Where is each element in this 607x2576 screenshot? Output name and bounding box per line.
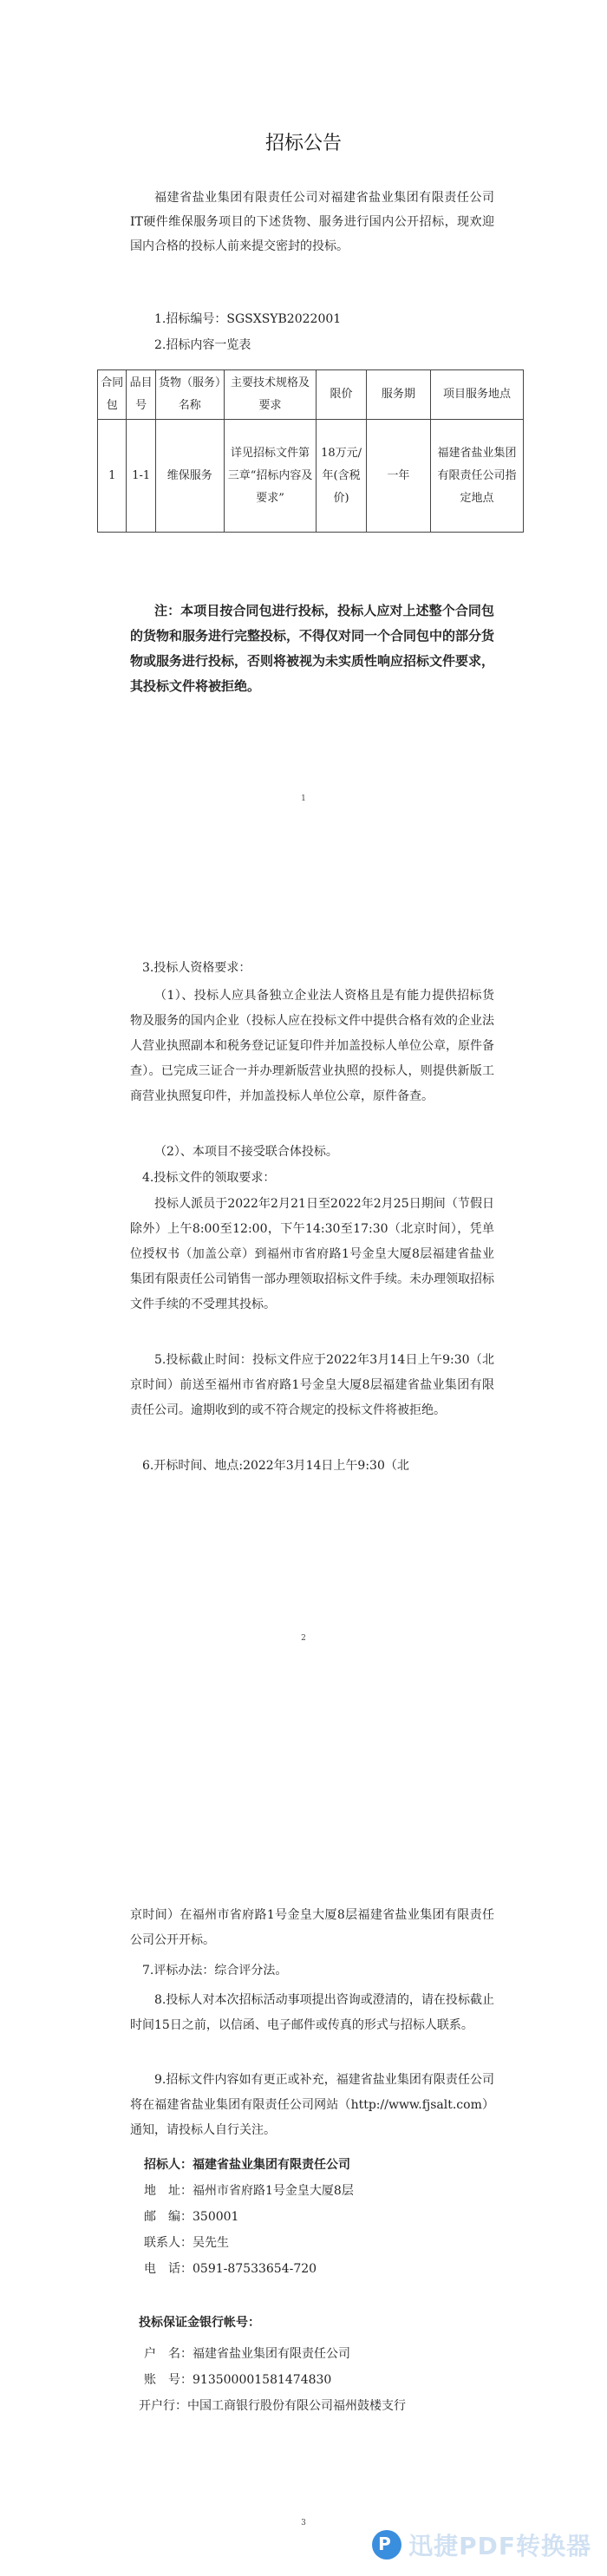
account-number-value: 913500001581474830 <box>193 2373 332 2387</box>
table-cell: 维保服务 <box>155 420 224 533</box>
table-header-cell: 品目号 <box>127 370 155 420</box>
item-6-paragraph: 6.开标时间、地点:2022年3月14日上午9:30（北 <box>142 1459 409 1473</box>
address-line <box>144 2179 508 2203</box>
bank-value: 中国工商银行股份有限公司福州鼓楼支行 <box>187 2399 406 2413</box>
postcode-line <box>144 2205 508 2229</box>
note-paragraph: 注：本项目按合同包进行投标，投标人应对上述整个合同包的货物和服务进行完整投标，不得仅对同一个合同包中的部分货物或服务进行投标，否则将被视为未实质性响应招标文件要求，其投标文件将被拒绝。 <box>130 603 495 694</box>
table-cell: 一年 <box>366 420 430 533</box>
table-header-cell: 主要技术规格及要求 <box>224 370 317 420</box>
table-header-cell: 货物（服务）名称 <box>155 370 224 420</box>
phone-value: 0591-87533654-720 <box>193 2262 317 2276</box>
item-6-continuation: 京时间）在福州市省府路1号金皇大厦8层福建省盐业集团有限责任公司公开开标。 <box>130 1908 494 1947</box>
page-number: 2 <box>301 1634 306 1643</box>
converter-watermark <box>372 2524 591 2566</box>
table-header-cell: 服务期 <box>366 370 430 420</box>
item-8-paragraph: 8.投标人对本次招标活动事项提出咨询或澄清的，请在投标截止时间15日之前，以信函、电子邮件或传真的形式与招标人联系。 <box>130 1993 494 2032</box>
table-row <box>98 420 524 533</box>
table-header-cell: 合同包 <box>98 370 127 420</box>
item-3-2-paragraph: （2）、本项目不接受联合体投标。 <box>154 1145 338 1159</box>
tenderer-line <box>144 2153 508 2177</box>
tenderer-value: 福建省盐业集团有限责任公司 <box>193 2158 350 2172</box>
address-value: 福州市省府路1号金皇大厦8层 <box>193 2184 354 2198</box>
bank-line <box>139 2394 503 2418</box>
table-header-cell: 项目服务地点 <box>431 370 524 420</box>
table-cell: 福建省盐业集团有限责任公司指定地点 <box>431 420 524 533</box>
page-title: 招标公告 <box>264 133 342 154</box>
item-1-bid-number: 1.招标编号：SGSXSYB2022001 <box>154 312 342 326</box>
table-cell: 1-1 <box>127 420 155 533</box>
watermark-text: 迅捷PDF转换器 <box>408 2532 591 2560</box>
table-cell: 18万元/年(含税价) <box>317 420 366 533</box>
contact-line <box>144 2231 508 2255</box>
account-name-line <box>144 2342 508 2366</box>
bid-content-table <box>97 369 524 533</box>
item-4-heading: 4.投标文件的领取要求： <box>142 1171 276 1185</box>
table-header-cell: 限价 <box>317 370 366 420</box>
tenderer-label: 招标人： <box>144 2158 193 2172</box>
item-3-1-paragraph: （1）、投标人应具备独立企业法人资格且是有能力提供招标货物及服务的国内企业（投标人应在投标文件中提供合格有效的企业法人营业执照副本和税务登记证复印件并加盖投标人单位公章，原件备查）。已完成三证合一并办理新版营业执照的投标人，则提供新版工商营业执照复印件，并加盖投标人单位公章，原件备查。 <box>130 989 494 1103</box>
account-name-label: 户 名： <box>144 2347 193 2361</box>
bank-heading: 投标保证金银行帐号： <box>139 2316 260 2330</box>
item-3-qualification-heading: 3.投标人资格要求： <box>142 961 251 975</box>
pdf-converter-logo-icon: P <box>372 2530 401 2560</box>
phone-label: 电 话： <box>144 2262 193 2276</box>
table-cell: 1 <box>98 420 127 533</box>
item-5-paragraph: 5.投标截止时间：投标文件应于2022年3月14日上午9:30（北京时间）前送至福州市省府路1号金皇大厦8层福建省盐业集团有限责任公司。逾期收到的或不符合规定的投标文件将被拒绝。 <box>130 1353 494 1417</box>
intro-paragraph: 福建省盐业集团有限责任公司对福建省盐业集团有限责任公司IT硬件维保服务项目的下述货物、服务进行国内公开招标，现欢迎国内合格的投标人前来提交密封的投标。 <box>130 191 494 253</box>
item-4-paragraph: 投标人派员于2022年2月21日至2022年2月25日期间（节假日除外）上午8:00至12:00，下午14:30至17:30（北京时间），凭单位授权书（加盖公章）到福州市省府路1号金皇大厦8层福建省盐业集团有限责任公司销售一部办理领取招标文件手续。未办理领取招标文件手续的不受理其投标。 <box>130 1197 494 1311</box>
address-label: 地 址： <box>144 2184 193 2198</box>
item-9-paragraph: 9.招标文件内容如有更正或补充，福建省盐业集团有限责任公司将在福建省盐业集团有限责任公司网站（http://www.fjsalt.com）通知，请投标人自行关注。 <box>130 2073 494 2137</box>
table-cell: 详见招标文件第三章“招标内容及要求” <box>224 420 317 533</box>
bank-label: 开户行： <box>139 2399 187 2413</box>
postcode-value: 350001 <box>193 2210 239 2224</box>
contact-label: 联系人： <box>144 2236 193 2250</box>
account-number-label: 账 号： <box>144 2373 193 2387</box>
item-7-paragraph: 7.评标办法：综合评分法。 <box>142 1964 288 1978</box>
account-number-line <box>144 2368 508 2392</box>
contact-value: 吴先生 <box>193 2236 229 2250</box>
page-number: 3 <box>301 2519 306 2527</box>
account-name-value: 福建省盐业集团有限责任公司 <box>193 2347 350 2361</box>
postcode-label: 邮 编： <box>144 2210 193 2224</box>
phone-line <box>144 2257 508 2281</box>
table-header-row <box>98 370 524 420</box>
item-2-content-heading: 2.招标内容一览表 <box>154 338 251 352</box>
page-number: 1 <box>301 794 306 803</box>
